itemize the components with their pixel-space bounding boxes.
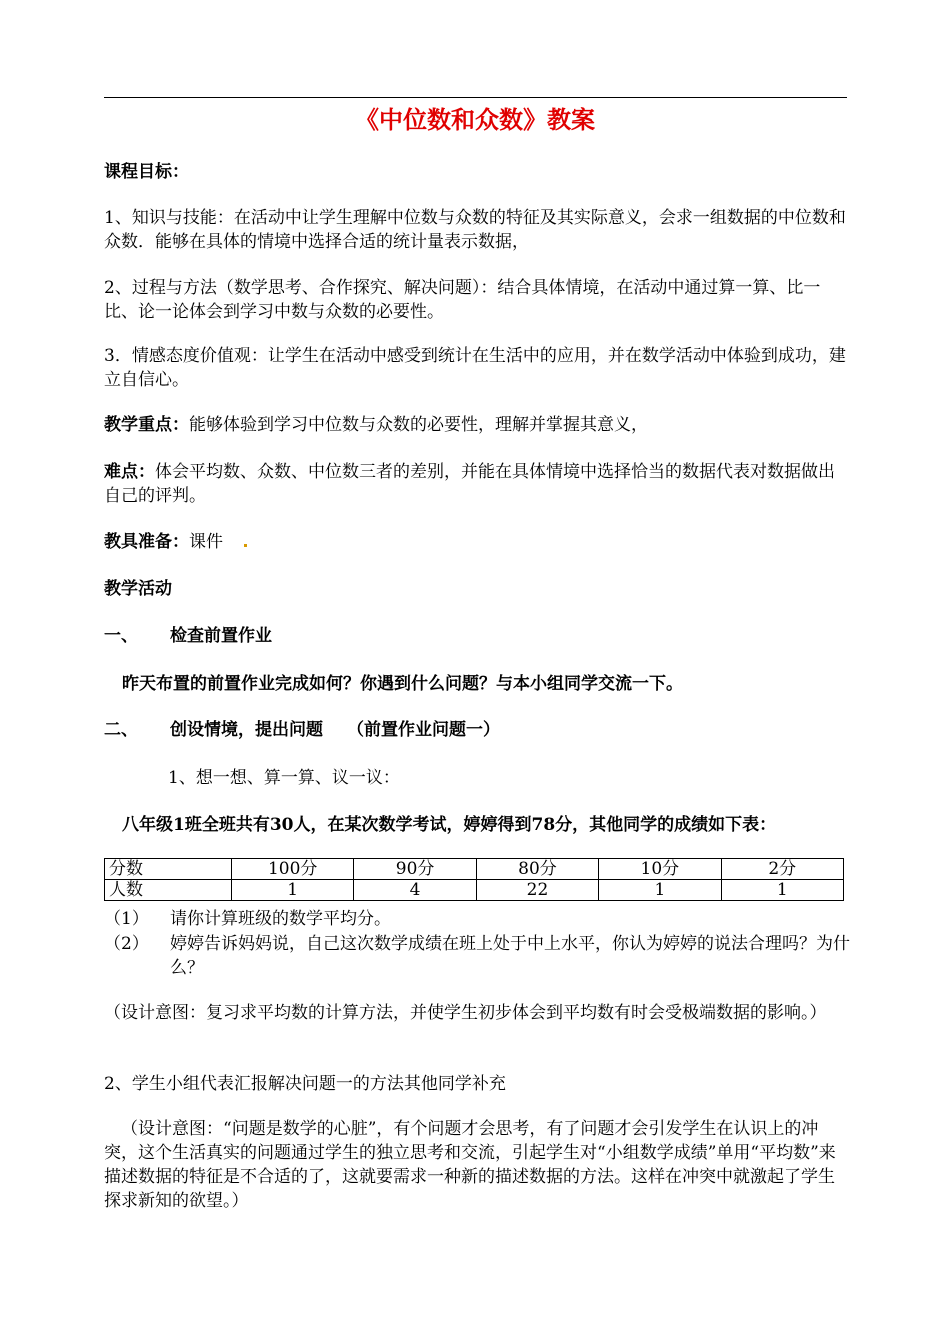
- design-note-2: （设计意图：“问题是数学的心脏”，有个问题才会思考，有了问题才会引发学生在认识上的冲突，这个生活真实的问题通过学生的独立思考和交流，引起学生对“小组数学成绩”单用“平均数”来描述数据的特征是不合适的了，这就要需求一种新的描述数据的方法。这样在冲突中就激起了学生探求新知的欲望。）: [104, 1119, 836, 1211]
- header-rule: [104, 97, 847, 98]
- section-1-heading: [104, 624, 849, 648]
- tools: [104, 530, 849, 554]
- table-cell: 4: [354, 880, 476, 901]
- scores-table: [104, 858, 844, 901]
- marker-dot: [244, 544, 247, 547]
- section-1-text: 昨天布置的前置作业完成如何？你遇到什么问题？与本小组同学交流一下。: [122, 674, 683, 694]
- difficulty-text: 体会平均数、众数、中位数三者的差别，并能在具体情境中选择恰当的数据代表对数据做出自己的评判。: [104, 462, 835, 506]
- objective-1: 1、知识与技能：在活动中让学生理解中位数与众数的特征及其实际意义，会求一组数据的中位数和众数．能够在具体的情境中选择合适的统计量表示数据，: [104, 208, 846, 252]
- question-1: [104, 907, 850, 931]
- table-cell: 80分: [476, 859, 598, 880]
- difficulty-label: 难点：: [104, 462, 155, 482]
- tools-label: 教具准备：: [104, 532, 189, 552]
- table-cell: 90分: [354, 859, 476, 880]
- table-cell: 1: [599, 880, 721, 901]
- objectives-heading: 课程目标：: [104, 162, 189, 182]
- question-2-number: （2）: [104, 934, 149, 954]
- question-2-text: 婷婷告诉妈妈说，自己这次数学成绩在班上处于中上水平，你认为婷婷的说法合理吗？为什么？: [170, 934, 850, 978]
- table-cell: 1: [232, 880, 354, 901]
- tools-text: 课件: [189, 532, 223, 552]
- objective-3: 3．情感态度价值观：让学生在活动中感受到统计在生活中的应用，并在数学活动中体验到成功，建立自信心。: [104, 346, 846, 390]
- table-cell: 2分: [721, 859, 843, 880]
- table-cell: 10分: [599, 859, 721, 880]
- section-1-title: 检查前置作业: [170, 626, 272, 646]
- section-2-note: （前置作业问题一）: [347, 720, 500, 740]
- table-cell: 1: [721, 880, 843, 901]
- difficulty: [104, 460, 849, 508]
- question-1-text: 请你计算班级的数学平均分。: [170, 909, 391, 929]
- table-cell: 分数: [105, 859, 232, 880]
- step-2: 2、学生小组代表汇报解决问题一的方法其他同学补充: [104, 1074, 506, 1094]
- section-2-heading: [104, 718, 849, 742]
- table-row: [105, 880, 844, 901]
- problem-statement: 八年级1班全班共有30人，在某次数学考试，婷婷得到78分，其他同学的成绩如下表：: [122, 815, 777, 835]
- table-cell: 100分: [232, 859, 354, 880]
- key-point-text: 能够体验到学习中位数与众数的必要性，理解并掌握其意义，: [189, 415, 648, 435]
- section-2-title: 创设情境，提出问题: [170, 720, 323, 740]
- step-1: 1、想一想、算一算、议一议：: [168, 768, 400, 788]
- activities-heading: 教学活动: [104, 579, 172, 599]
- key-point-label: 教学重点：: [104, 415, 189, 435]
- design-note-1: （设计意图：复习求平均数的计算方法，并使学生初步体会到平均数有时会受极端数据的影响。）: [104, 1003, 827, 1023]
- question-2: [104, 932, 850, 982]
- document-title: 《中位数和众数》教案: [355, 106, 595, 134]
- table-cell: 22: [476, 880, 598, 901]
- section-2-number: 二、: [104, 720, 138, 740]
- objective-2: 2、过程与方法（数学思考、合作探究、解决问题）：结合具体情境，在活动中通过算一算、比一比、论一论体会到学习中数与众数的必要性。: [104, 278, 821, 322]
- section-1-number: 一、: [104, 626, 138, 646]
- table-cell: 人数: [105, 880, 232, 901]
- key-point: [104, 413, 849, 437]
- question-1-number: （1）: [104, 909, 149, 929]
- table-row: [105, 859, 844, 880]
